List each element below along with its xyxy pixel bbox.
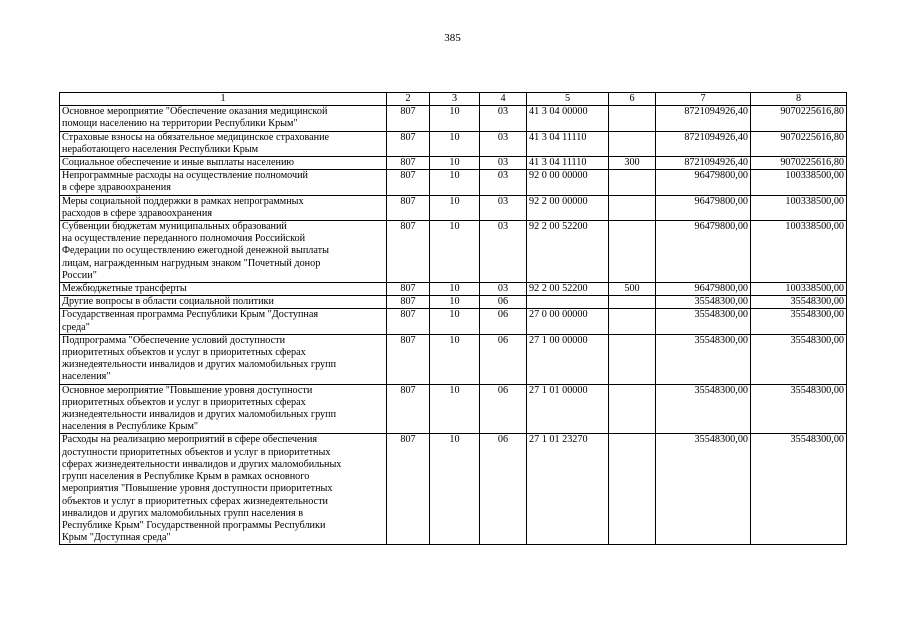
ministry-code-cell: 807 (387, 283, 430, 296)
expense-type-cell (609, 296, 656, 309)
expense-type-cell (609, 170, 656, 195)
ministry-code-cell: 807 (387, 221, 430, 283)
section-code-cell: 10 (430, 296, 480, 309)
amount-year1-cell: 96479800,00 (656, 195, 751, 220)
section-code-cell: 10 (430, 170, 480, 195)
row-name-cell: Подпрограмма "Обеспечение условий доступности приоритетных объектов и услуг в приоритетных сферах жизнедеятельности инвалидов и других маломобильных групп населения" (60, 334, 387, 384)
column-header-2: 2 (387, 93, 430, 106)
subsection-code-cell: 06 (480, 334, 527, 384)
table-row (60, 309, 847, 334)
amount-year2-cell: 100338500,00 (751, 195, 847, 220)
expense-type-cell: 500 (609, 283, 656, 296)
column-header-8: 8 (751, 93, 847, 106)
budget-table (59, 92, 847, 545)
target-article-cell: 27 1 01 00000 (527, 384, 609, 434)
table-row (60, 157, 847, 170)
amount-year1-cell: 35548300,00 (656, 434, 751, 545)
row-name-cell: Государственная программа Республики Крым "Доступная среда" (60, 309, 387, 334)
amount-year2-cell: 35548300,00 (751, 309, 847, 334)
expense-type-cell: 300 (609, 157, 656, 170)
ministry-code-cell: 807 (387, 170, 430, 195)
row-name-cell: Основное мероприятие "Повышение уровня доступности приоритетных объектов и услуг в приоритетных сферах жизнедеятельности инвалидов и других маломобильных групп населения в Республике Крым" (60, 384, 387, 434)
row-name-cell: Субвенции бюджетам муниципальных образований на осуществление переданного полномочия Российской Федерации по осуществлению ежегодной денежной выплаты лицам, награжденным нагрудным знаком "Почетный донор России" (60, 221, 387, 283)
expense-type-cell (609, 131, 656, 156)
expense-type-cell (609, 221, 656, 283)
row-name-cell: Расходы на реализацию мероприятий в сфере обеспечения доступности приоритетных объектов и услуг в приоритетных сферах жизнедеятельности инвалидов и других маломобильных групп населения в Республике Крым в рамках основного мероприятия "Повышение уровня доступности приоритетных объектов и услуг в приоритетных сферах жизнедеятельности инвалидов и других маломобильных групп населения в Республике Крым" Государственной программы Республики Крым "Доступная среда" (60, 434, 387, 545)
target-article-cell: 92 2 00 00000 (527, 195, 609, 220)
amount-year2-cell: 35548300,00 (751, 296, 847, 309)
target-article-cell (527, 296, 609, 309)
target-article-cell: 92 0 00 00000 (527, 170, 609, 195)
section-code-cell: 10 (430, 283, 480, 296)
section-code-cell: 10 (430, 334, 480, 384)
row-name-cell: Непрограммные расходы на осуществление полномочий в сфере здравоохранения (60, 170, 387, 195)
amount-year1-cell: 35548300,00 (656, 296, 751, 309)
ministry-code-cell: 807 (387, 195, 430, 220)
column-header-4: 4 (480, 93, 527, 106)
subsection-code-cell: 03 (480, 195, 527, 220)
expense-type-cell (609, 106, 656, 131)
section-code-cell: 10 (430, 384, 480, 434)
section-code-cell: 10 (430, 131, 480, 156)
target-article-cell: 41 3 04 00000 (527, 106, 609, 131)
subsection-code-cell: 06 (480, 309, 527, 334)
subsection-code-cell: 03 (480, 283, 527, 296)
amount-year1-cell: 96479800,00 (656, 170, 751, 195)
amount-year1-cell: 96479800,00 (656, 221, 751, 283)
subsection-code-cell: 03 (480, 106, 527, 131)
target-article-cell: 27 1 01 23270 (527, 434, 609, 545)
section-code-cell: 10 (430, 157, 480, 170)
ministry-code-cell: 807 (387, 384, 430, 434)
amount-year2-cell: 100338500,00 (751, 170, 847, 195)
table-row (60, 170, 847, 195)
table-body (60, 106, 847, 545)
subsection-code-cell: 03 (480, 131, 527, 156)
ministry-code-cell: 807 (387, 309, 430, 334)
table-row (60, 221, 847, 283)
column-header-6: 6 (609, 93, 656, 106)
target-article-cell: 27 0 00 00000 (527, 309, 609, 334)
row-name-cell: Страховые взносы на обязательное медицинское страхование неработающего населения Республики Крым (60, 131, 387, 156)
column-header-7: 7 (656, 93, 751, 106)
subsection-code-cell: 03 (480, 221, 527, 283)
table-row (60, 195, 847, 220)
table-header-row (60, 93, 847, 106)
row-name-cell: Основное мероприятие "Обеспечение оказания медицинской помощи населению на территории Республики Крым" (60, 106, 387, 131)
table-row (60, 131, 847, 156)
ministry-code-cell: 807 (387, 296, 430, 309)
amount-year1-cell: 35548300,00 (656, 384, 751, 434)
table-row (60, 106, 847, 131)
subsection-code-cell: 03 (480, 157, 527, 170)
expense-type-cell (609, 195, 656, 220)
ministry-code-cell: 807 (387, 334, 430, 384)
amount-year2-cell: 100338500,00 (751, 283, 847, 296)
amount-year2-cell: 9070225616,80 (751, 106, 847, 131)
amount-year1-cell: 8721094926,40 (656, 106, 751, 131)
target-article-cell: 92 2 00 52200 (527, 283, 609, 296)
section-code-cell: 10 (430, 106, 480, 131)
target-article-cell: 41 3 04 11110 (527, 131, 609, 156)
subsection-code-cell: 06 (480, 434, 527, 545)
expense-type-cell (609, 434, 656, 545)
ministry-code-cell: 807 (387, 131, 430, 156)
table-row (60, 296, 847, 309)
target-article-cell: 41 3 04 11110 (527, 157, 609, 170)
section-code-cell: 10 (430, 309, 480, 334)
column-header-3: 3 (430, 93, 480, 106)
amount-year2-cell: 35548300,00 (751, 434, 847, 545)
amount-year2-cell: 9070225616,80 (751, 131, 847, 156)
page-number: 385 (444, 32, 461, 44)
amount-year1-cell: 8721094926,40 (656, 157, 751, 170)
amount-year1-cell: 96479800,00 (656, 283, 751, 296)
table-row (60, 384, 847, 434)
expense-type-cell (609, 334, 656, 384)
subsection-code-cell: 06 (480, 384, 527, 434)
table-row (60, 283, 847, 296)
section-code-cell: 10 (430, 434, 480, 545)
amount-year2-cell: 35548300,00 (751, 334, 847, 384)
ministry-code-cell: 807 (387, 157, 430, 170)
section-code-cell: 10 (430, 221, 480, 283)
subsection-code-cell: 06 (480, 296, 527, 309)
table-row (60, 334, 847, 384)
amount-year2-cell: 9070225616,80 (751, 157, 847, 170)
expense-type-cell (609, 309, 656, 334)
column-header-1: 1 (60, 93, 387, 106)
row-name-cell: Меры социальной поддержки в рамках непрограммных расходов в сфере здравоохранения (60, 195, 387, 220)
ministry-code-cell: 807 (387, 106, 430, 131)
row-name-cell: Социальное обеспечение и иные выплаты населению (60, 157, 387, 170)
subsection-code-cell: 03 (480, 170, 527, 195)
row-name-cell: Другие вопросы в области социальной политики (60, 296, 387, 309)
target-article-cell: 27 1 00 00000 (527, 334, 609, 384)
table-row (60, 434, 847, 545)
amount-year2-cell: 100338500,00 (751, 221, 847, 283)
row-name-cell: Межбюджетные трансферты (60, 283, 387, 296)
target-article-cell: 92 2 00 52200 (527, 221, 609, 283)
amount-year1-cell: 35548300,00 (656, 309, 751, 334)
expense-type-cell (609, 384, 656, 434)
amount-year1-cell: 35548300,00 (656, 334, 751, 384)
amount-year1-cell: 8721094926,40 (656, 131, 751, 156)
column-header-5: 5 (527, 93, 609, 106)
section-code-cell: 10 (430, 195, 480, 220)
ministry-code-cell: 807 (387, 434, 430, 545)
amount-year2-cell: 35548300,00 (751, 384, 847, 434)
